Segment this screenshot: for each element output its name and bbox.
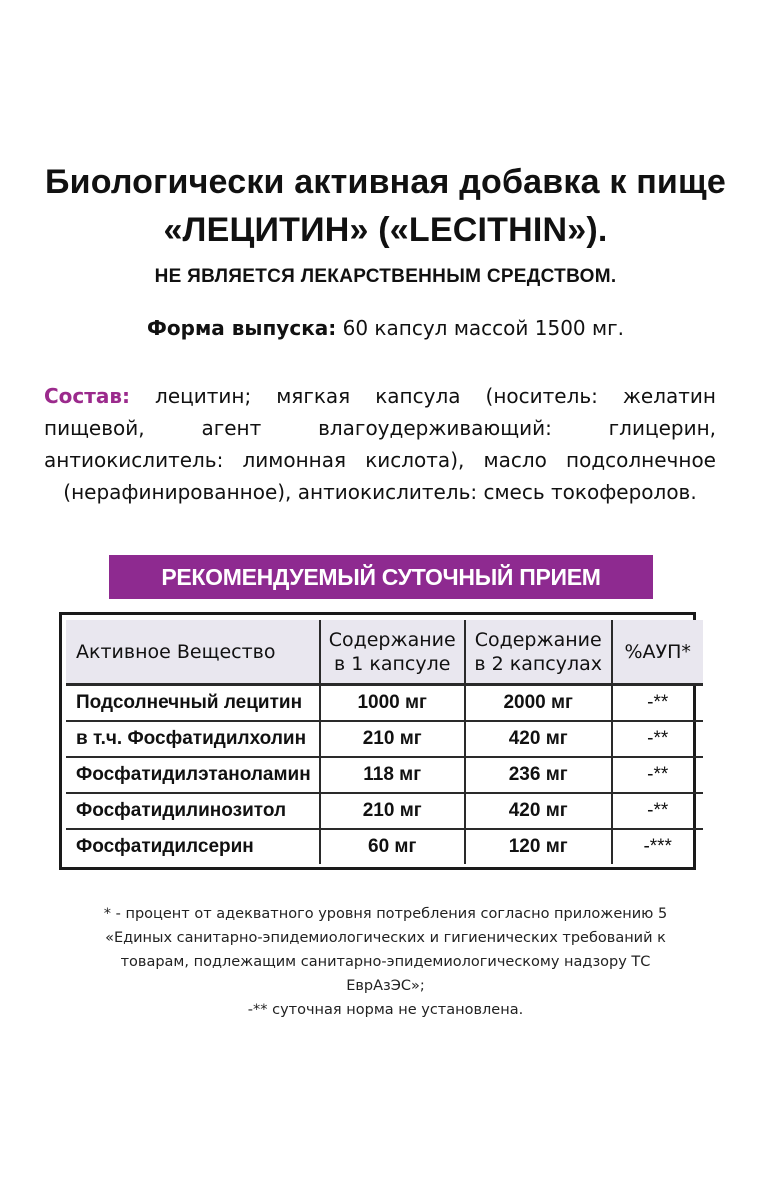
- table-header-row: [66, 620, 703, 685]
- cell-aup: -**: [612, 685, 703, 722]
- table-row: [66, 721, 703, 757]
- title-line-2: «ЛЕЦИТИН» («LECITHIN»).: [163, 211, 608, 249]
- cell-substance: Фосфатидилэтаноламин: [66, 757, 320, 793]
- cell-two-capsules: 420 мг: [465, 793, 612, 829]
- footnote-line-2: «Единых санитарно-эпидемиологических и гигиенических требований к: [105, 930, 666, 946]
- table-row: [66, 685, 703, 722]
- cell-two-capsules: 236 мг: [465, 757, 612, 793]
- release-form: [0, 316, 771, 340]
- cell-one-capsule: 210 мг: [320, 721, 465, 757]
- cell-one-capsule: 60 мг: [320, 829, 465, 864]
- header-substance: Активное Вещество: [66, 620, 320, 685]
- daily-intake-banner: РЕКОМЕНДУЕМЫЙ СУТОЧНЫЙ ПРИЕМ: [109, 555, 653, 599]
- footnote: [80, 902, 691, 1022]
- cell-substance: Подсолнечный лецитин: [66, 685, 320, 722]
- cell-two-capsules: 120 мг: [465, 829, 612, 864]
- cell-one-capsule: 118 мг: [320, 757, 465, 793]
- header-aup: %АУП*: [612, 620, 703, 685]
- composition: [44, 380, 716, 508]
- composition-label: Состав:: [44, 384, 131, 408]
- title-line-1: Биологически активная добавка к пище: [44, 163, 727, 201]
- table-row: [66, 829, 703, 864]
- cell-aup: -**: [612, 793, 703, 829]
- release-form-value: 60 капсул массой 1500 мг.: [336, 316, 624, 340]
- release-form-label: Форма выпуска:: [147, 316, 337, 340]
- header-one-capsule: Содержание в 1 капсуле: [320, 620, 465, 685]
- footnote-line-4: -** суточная норма не установлена.: [247, 1002, 524, 1018]
- product-title: [0, 158, 771, 254]
- cell-aup: -**: [612, 721, 703, 757]
- footnote-line-3: товарам, подлежащим санитарно-эпидемиологическому надзору ТС ЕврАзЭС»;: [120, 954, 651, 994]
- cell-two-capsules: 2000 мг: [465, 685, 612, 722]
- not-drug-notice: НЕ ЯВЛЯЕТСЯ ЛЕКАРСТВЕННЫМ СРЕДСТВОМ.: [154, 266, 617, 287]
- cell-aup: -**: [612, 757, 703, 793]
- cell-one-capsule: 210 мг: [320, 793, 465, 829]
- table-row: [66, 757, 703, 793]
- cell-substance: Фосфатидилинозитол: [66, 793, 320, 829]
- header-two-capsules: Содержание в 2 капсулах: [465, 620, 612, 685]
- cell-aup: -***: [643, 836, 672, 857]
- cell-one-capsule: 1000 мг: [320, 685, 465, 722]
- cell-substance: в т.ч. Фосфатидилхолин: [66, 721, 320, 757]
- footnote-line-1: * - процент от адекватного уровня потребления согласно приложению 5: [103, 906, 668, 922]
- nutrition-table: [66, 620, 703, 864]
- table-row: [66, 793, 703, 829]
- cell-substance: Фосфатидилсерин: [66, 829, 320, 864]
- composition-text: лецитин; мягкая капсула (носитель: желатин пищевой, агент влагоудерживающий: глицерин, антиокислитель: лимонная кислота), масло подсолнечное (нерафинированное), антиокислитель: смесь токоферолов.: [44, 384, 716, 504]
- cell-two-capsules: 420 мг: [465, 721, 612, 757]
